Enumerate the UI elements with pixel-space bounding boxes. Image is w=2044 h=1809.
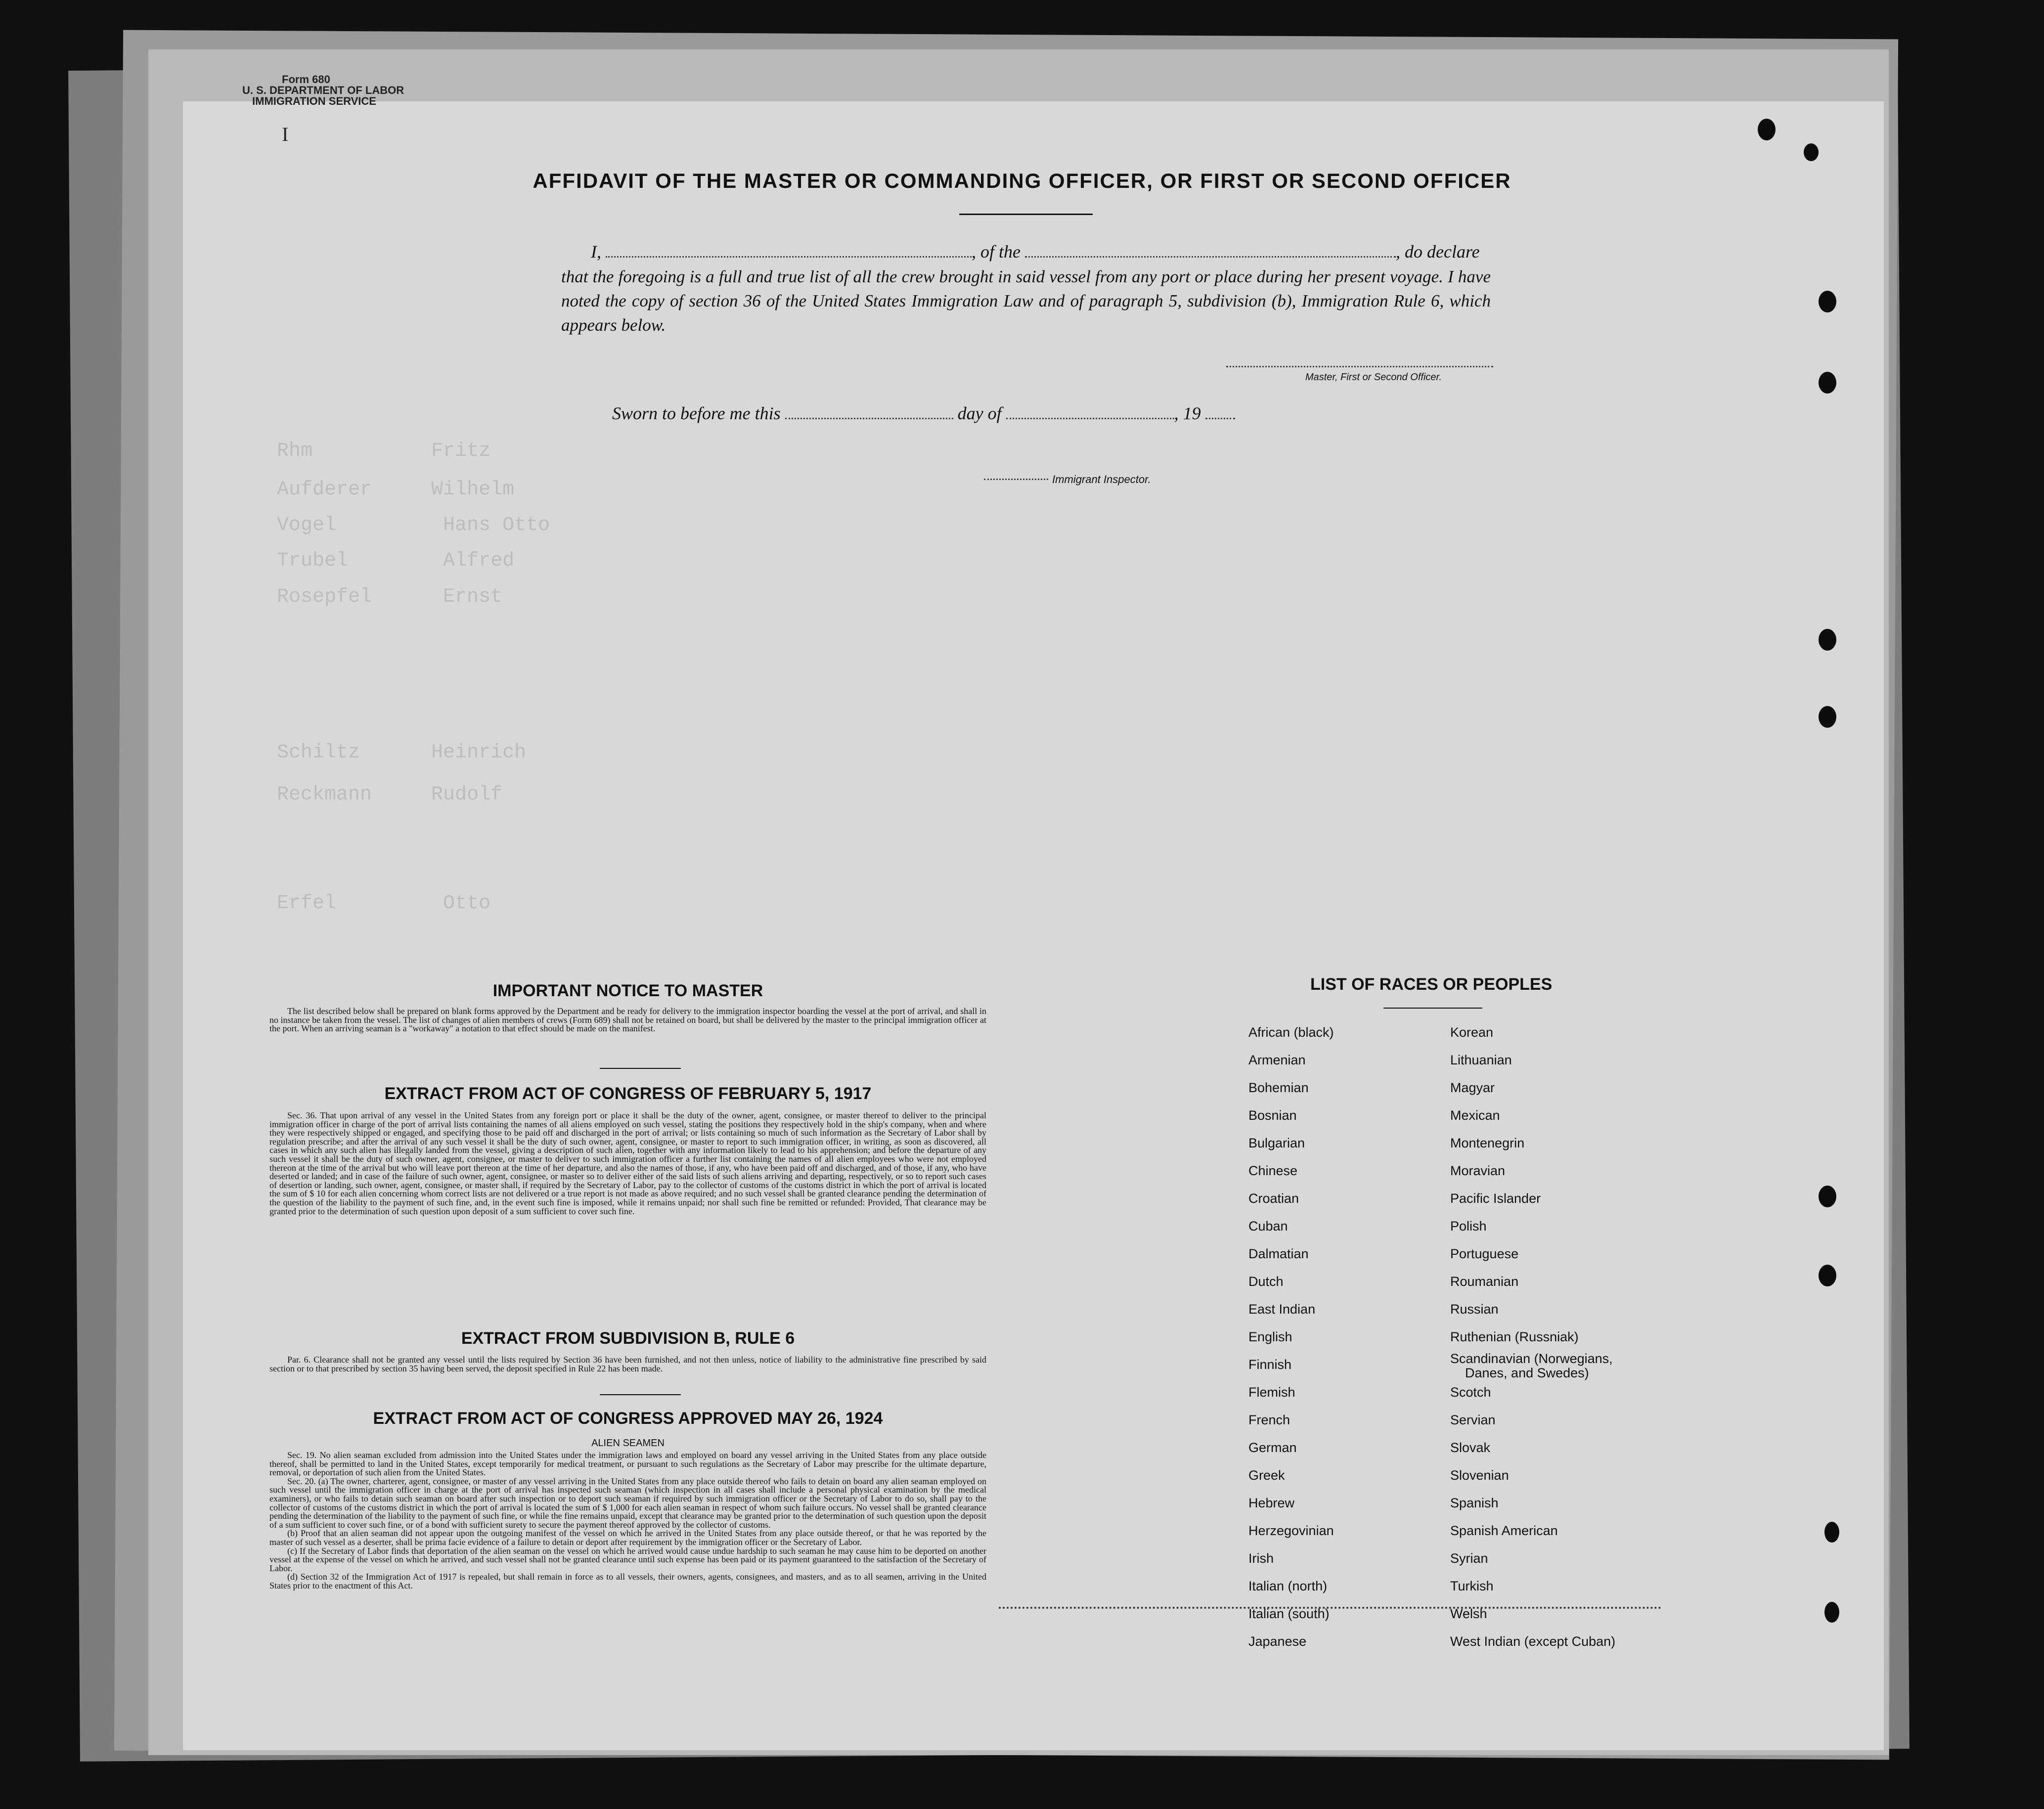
inspector-caption: Immigrant Inspector. — [1052, 473, 1151, 485]
race-item: French — [1248, 1412, 1290, 1427]
notice-text: The list described below shall be prepared on blank forms approved by the Department and be ready for delivery to the immigration inspector boarding the vessel at the port of arrival, and shall in no instance be taken from the vessel. The list of changes of alien members of crews (Form 689) shall not be retained on board, but shall be delivered by the master to the principal immigration officer at the port. When an arriving seaman is a "workaway" a notation to that effect should be made on the manifest. — [269, 1006, 986, 1034]
declarant-line: I, , of the , do declare — [591, 242, 1480, 262]
race-item: Scandinavian (Norwegians, — [1450, 1351, 1613, 1366]
rule-6-text: Par. 6. Clearance shall not be granted any vessel until the lists required by Section 36 have been furnished, and not then unless, notice of liability to the administrative fine prescribed by said section or to that prescribed by section 35 having been served, the deposit specified in Rule 22 has been made. — [269, 1355, 986, 1373]
title-rule — [959, 214, 1093, 215]
race-item: Syrian — [1450, 1551, 1488, 1566]
race-item: Roumanian — [1450, 1274, 1519, 1289]
section-rule — [600, 1068, 681, 1069]
race-item: Armenian — [1248, 1053, 1306, 1067]
race-item: English — [1248, 1329, 1292, 1344]
race-item: Turkish — [1450, 1579, 1494, 1593]
punch-hole — [1819, 291, 1836, 312]
act-1924-paragraph: (d) Section 32 of the Immigration Act of 1917 is repealed, but shall remain in force as to all vessels, their owners, agents, consignees, and masters, and as to all seamen, arriving in the United States prior to the enactment of this Act. — [269, 1572, 986, 1590]
notice-title: IMPORTANT NOTICE TO MASTER — [492, 981, 763, 1000]
races-rule — [1383, 1008, 1482, 1009]
act-1924-title: EXTRACT FROM ACT OF CONGRESS APPROVED MAY 26, 1924 — [373, 1409, 883, 1428]
race-item: Finnish — [1248, 1357, 1292, 1372]
affidavit-title: AFFIDAVIT OF THE MASTER OR COMMANDING OFFICER, OR FIRST OR SECOND OFFICER — [533, 169, 1511, 192]
race-item: Portuguese — [1450, 1246, 1519, 1261]
race-item: Slovenian — [1450, 1468, 1509, 1483]
race-item: Japanese — [1248, 1634, 1307, 1649]
race-item: German — [1248, 1440, 1297, 1455]
race-item: Hebrew — [1248, 1496, 1295, 1510]
race-item: Croatian — [1248, 1191, 1299, 1206]
race-item: Korean — [1450, 1025, 1494, 1040]
punch-hole — [1819, 1265, 1836, 1286]
act-1924-subtitle: ALIEN SEAMEN — [591, 1438, 665, 1449]
act-1924-text — [269, 1451, 986, 1590]
form-code: Form 680 U. S. DEPARTMENT OF LABOR IMMIGRATION SERVICE — [242, 73, 404, 107]
race-item: Ruthenian (Russniak) — [1450, 1329, 1579, 1344]
race-item: Bosnian — [1248, 1108, 1297, 1123]
race-item: Moravian — [1450, 1163, 1506, 1178]
race-item: Bohemian — [1248, 1080, 1309, 1095]
race-item: Lithuanian — [1450, 1053, 1512, 1067]
signature-caption: Master, First or Second Officer. — [1305, 372, 1442, 383]
act-1917-title: EXTRACT FROM ACT OF CONGRESS OF FEBRUARY 5, 1917 — [384, 1084, 872, 1103]
section-rule — [600, 1394, 681, 1395]
race-item: Russian — [1450, 1302, 1499, 1317]
punch-hole — [1819, 372, 1836, 394]
race-item: Italian (north) — [1248, 1579, 1328, 1593]
bleed-through: Rhm Fritz — [277, 440, 491, 462]
race-item: Italian (south) — [1248, 1606, 1330, 1621]
act-1924-paragraph: Sec. 20. (a) The owner, charterer, agent, consignee, or master of any vessel arriving in the United States from any place outside thereof who fails to detain on board any alien seaman employed on such vessel until the immigration officer in charge at the port of arrival has inspected such seaman (which inspection in all cases shall include a personal physical examination by the medical examiners), or who fails to detain such seaman on board after such inspection or to deport such seaman if required by such immigration officer or the Secretary of Labor to do so, shall pay to the collector of customs of the customs district in which the port of arrival is located the sum of $ 1,000 for each alien seaman in respect of whom such failure occurs. No vessel shall be granted clearance pending the determination of the liability to the payment of such fine, or while the fine remains unpaid, except that clearance may be granted prior to the determination of such question upon the deposit of a sum sufficient to cover such fine, or of a bond with sufficient surety to secure the payment thereof approved by the collector of customs. — [269, 1476, 986, 1530]
rule-6-title: EXTRACT FROM SUBDIVISION B, RULE 6 — [461, 1329, 795, 1348]
bleed-through: Trubel Alfred — [277, 550, 515, 572]
race-item: Flemish — [1248, 1385, 1295, 1400]
race-item: Bulgarian — [1248, 1136, 1305, 1150]
race-item: Herzegovinian — [1248, 1523, 1334, 1538]
act-1924-paragraph: Sec. 19. No alien seaman excluded from admission into the United States under the immigration laws and employed on board any vessel arriving in the United States from any place outside thereof, shall be permitted to land in the United States, except temporarily for medical treatment, or pursuant to such regulations as the Secretary of Labor may prescribe for the ultimate departure, removal, or deportation of such alien from the United States. — [269, 1450, 986, 1478]
bleed-through: Vogel Hans Otto — [277, 514, 550, 536]
punch-hole — [1824, 1602, 1839, 1623]
punch-hole — [1819, 706, 1836, 728]
corner-mark: I — [282, 123, 289, 145]
races-title: LIST OF RACES OR PEOPLES — [1310, 975, 1553, 994]
race-item: Slovak — [1450, 1440, 1491, 1455]
sworn-line: Sworn to before me this day of , 19 — [612, 403, 1235, 424]
race-item: Pacific Islander — [1450, 1191, 1541, 1206]
punch-hole — [1758, 119, 1776, 140]
race-item: Servian — [1450, 1412, 1496, 1427]
race-item: Montenegrin — [1450, 1136, 1525, 1150]
race-item: Danes, and Swedes) — [1465, 1366, 1589, 1380]
race-item: Cuban — [1248, 1219, 1288, 1234]
act-1924-paragraph: (b) Proof that an alien seaman did not appear upon the outgoing manifest of the vessel on which he arrived in the United States from any place outside thereof, or that he was reported by the master of such vessel as a deserter, shall be prima facie evidence of a failure to detain or deport after requirement by the immigration officer or the Secretary of Labor. — [269, 1528, 986, 1547]
punch-hole — [1819, 629, 1836, 651]
act-1924-paragraph: (c) If the Secretary of Labor finds that deportation of the alien seaman on the vessel on which he arrived would cause undue hardship to such seaman he may cause him to be deported on another vessel at the expense of the vessel on which he arrived, and such vessel shall not be granted clearance until such expense has been paid or its payment guaranteed to the satisfaction of the Secretary of Labor. — [269, 1545, 986, 1573]
race-item: West Indian (except Cuban) — [1450, 1634, 1616, 1649]
bleed-through: Rosepfel Ernst — [277, 586, 503, 608]
race-item: Magyar — [1450, 1080, 1495, 1095]
race-item: Greek — [1248, 1468, 1285, 1483]
race-item: Spanish — [1450, 1496, 1499, 1510]
punch-hole — [1804, 143, 1819, 161]
bleed-through: Erfel Otto — [277, 892, 491, 915]
race-item: Mexican — [1450, 1108, 1500, 1123]
punch-hole — [1819, 1186, 1836, 1207]
race-item: Spanish American — [1450, 1523, 1558, 1538]
bleed-through: Schiltz Heinrich — [277, 742, 527, 764]
act-1917-text: Sec. 36. That upon arrival of any vessel in the United States from any foreign port or place it shall be the duty of the owner, agent, consignee, or master thereof to deliver to the principal immigration officer in charge of the port of arrival lists containing the names of all aliens employed on such vessel, stating the positions they respectively hold in the ship's company, when and where they were respectively shipped or engaged, and specifying those to be paid off and discharged in the port of arrival; or lists containing so much of such information as the Secretary of Labor shall by regulation prescribe; and after the arrival of any such vessel it shall be the duty of such owner, agent, consignee, or master to report to such immigration officer, in writing, as soon as discovered, all cases in which any such alien has illegally landed from the vessel, giving a description of such alien, together with any information likely to lead to his apprehension; and before the departure of any such vessel it shall be the duty of such owner, agent, consignee, or master to deliver to such immigration officer a further list containing the names of all alien employees who were not employed thereon at the time of the arrival but who will leave port thereon at the time of her departure, and also the names of those, if any, who have been paid off and discharged, and of those, if any, who have deserted or landed; and in case of the failure of such owner, agent, consignee, or master so to deliver either of the said lists of such aliens arriving and departing, respectively, or so to report such cases of desertion or landing, such owner, agent, consignee, or master shall, if required by the Secretary of Labor, pay to the collector of customs of the customs district in which the port of arrival is located the sum of $ 10 for each alien concerning whom correct lists are not delivered or a true report is not made as above required; and no such vessel shall be granted clearance pending the determination of the question of the liability to the payment of such fine, and, in the event such fine is imposed, while it remains unpaid; nor shall such fine be remitted or refunded: Provided, That clearance may be granted prior to the determination of such question upon deposit of a sum sufficient to cover such fine. — [269, 1110, 986, 1216]
affidavit-body: that the foregoing is a full and true list of all the crew brought in said vessel from any port or place during her present voyage. I have noted the copy of section 36 of the United States Immigration Law and of paragraph 5, subdivision (b), Immigration Rule 6, which appears below. — [561, 267, 1491, 335]
race-item: Dalmatian — [1248, 1246, 1309, 1261]
bleed-through: Aufderer Wilhelm — [277, 479, 515, 501]
race-item: Chinese — [1248, 1163, 1298, 1178]
race-item: East Indian — [1248, 1302, 1316, 1317]
race-item: Scotch — [1450, 1385, 1491, 1400]
bleed-through: Reckmann Rudolf — [277, 784, 503, 806]
dotted-divider — [999, 1607, 1661, 1609]
race-item: Dutch — [1248, 1274, 1284, 1289]
race-item: Irish — [1248, 1551, 1274, 1566]
race-item: African (black) — [1248, 1025, 1334, 1040]
inspector-line — [984, 479, 1048, 480]
race-item: Polish — [1450, 1219, 1487, 1234]
signature-line — [1226, 366, 1493, 367]
race-item: Welsh — [1450, 1606, 1487, 1621]
punch-hole — [1824, 1522, 1839, 1543]
